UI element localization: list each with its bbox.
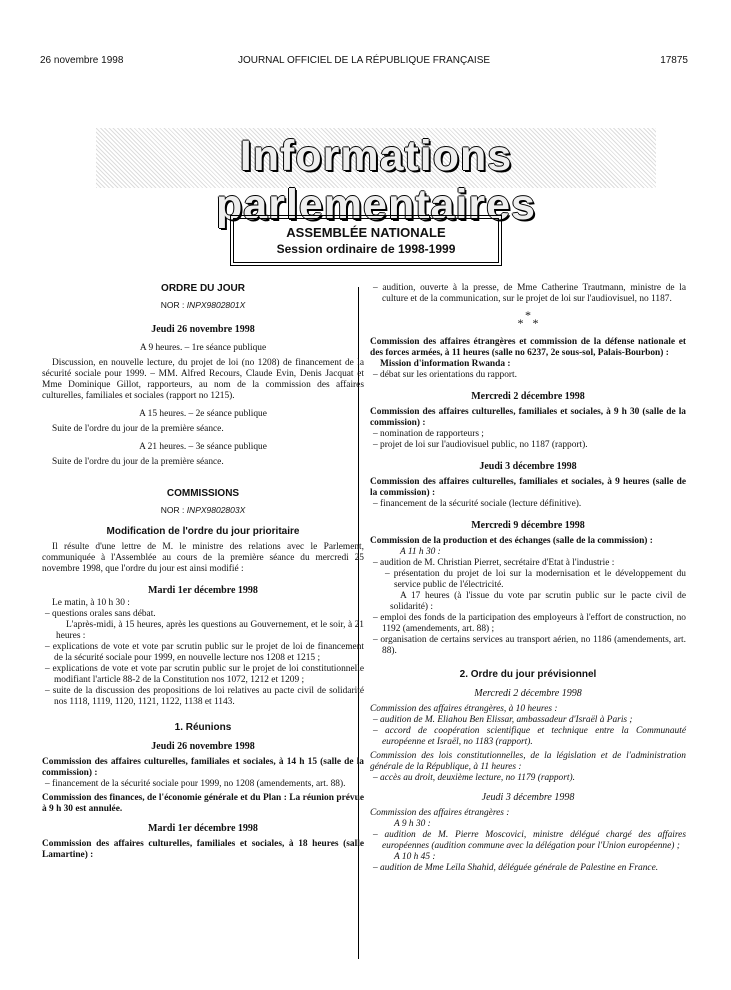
commission-entry: Commission des lois constitutionnelles, de la législation et de l'administration générale de la République, à 11 heures : — [370, 751, 686, 772]
nor-ref: NOR : INPX9802803X — [160, 505, 246, 515]
list-item: – explications de vote et vote par scrutin public sur le projet de loi constitutionnelle modifiant l'article 88-2 de la Constitution nos 1072, 1212 et 1209 ; — [45, 664, 364, 685]
time-heading: A 17 heures (à l'issue du vote par scrutin public sur le pacte civil de solidarité) : — [390, 591, 686, 612]
time-heading: A 11 h 30 : — [400, 547, 441, 557]
date-heading: Mardi 1er décembre 1998 — [148, 585, 258, 596]
mission-title: Mission d'information Rwanda : — [380, 359, 511, 369]
list-item: – suite de la discussion des propositions de loi relatives au pacte civil de solidarité nos 1118, 1119, 1120, 1121, 1122, 1138 et 1143. — [45, 686, 364, 707]
paragraph: Il résulte d'une lettre de M. le ministre des relations avec le Parlement, communiquée à l'Assemblée au cours de la première séance du mercredi 25 novembre 1998, que l'ordre du jour est ainsi modifié : — [42, 542, 364, 574]
header-journal: JOURNAL OFFICIEL DE LA RÉPUBLIQUE FRANÇAISE — [237, 55, 491, 66]
assembly-title: ASSEMBLÉE NATIONALE — [286, 225, 446, 240]
right-column — [370, 283, 686, 874]
list-item: – nomination de rapporteurs ; — [373, 429, 484, 439]
commission-entry: Commission des affaires culturelles, familiales et sociales, à 18 heures (salle Lamartine) : — [42, 839, 364, 860]
list-item: – questions orales sans débat. — [45, 609, 156, 619]
list-item: – organisation de certains services au transport aérien, no 1186 (amendements, art. 88). — [373, 635, 686, 656]
date-heading: Jeudi 26 novembre 1998 — [151, 741, 255, 752]
date-heading: Mercredi 9 décembre 1998 — [471, 520, 585, 531]
list-item: – emploi des fonds de la participation des employeurs à l'effort de construction, no 1192 (amendements, art. 88) ; — [373, 613, 686, 634]
list-item: – audition de M. Christian Pierret, secrétaire d'Etat à l'industrie : — [373, 558, 615, 568]
list-item: – explications de vote et vote par scrutin public sur le projet de loi de financement de la sécurité sociale pour 1999, en nouvelle lecture nos 1208 et 1215 ; — [45, 642, 364, 663]
nor-ref: NOR : INPX9802801X — [160, 300, 246, 310]
list-item: – financement de la sécurité sociale pour 1999, no 1208 (amendements, art. 88). — [45, 779, 346, 789]
session-heading: A 15 heures. – 2e séance publique — [139, 409, 267, 419]
list-item: – audition de Mme Leïla Shahid, déléguée générale de Palestine en France. — [373, 863, 659, 873]
paragraph: Suite de l'ordre du jour de la première séance. — [52, 457, 224, 467]
list-item: – présentation du projet de loi sur la modernisation et le développement du service public de l'électricité. — [385, 569, 686, 590]
left-column — [42, 283, 364, 861]
section-heading: 2. Ordre du jour prévisionnel — [459, 669, 597, 680]
commission-entry: Commission de la production et des échanges (salle de la commission) : — [370, 536, 653, 546]
paragraph: Le matin, à 10 h 30 : — [52, 598, 130, 608]
date-heading: Mercredi 2 décembre 1998 — [474, 688, 582, 699]
list-item: – audition de M. Pierre Moscovici, ministre délégué chargé des affaires européennes (audition commune avec la délégation pour l'Union européenne) ; — [373, 830, 686, 851]
date-heading: Jeudi 3 décembre 1998 — [481, 792, 575, 803]
commission-entry: Commission des finances, de l'économie générale et du Plan : La réunion prévue à 9 h 30 est annulée. — [42, 793, 364, 814]
session-title: Session ordinaire de 1998-1999 — [276, 242, 456, 256]
assembly-box — [233, 218, 499, 263]
commission-entry: Commission des affaires culturelles, familiales et sociales, à 9 heures (salle de la commission) : — [370, 477, 686, 498]
commission-entry: Commission des affaires étrangères : — [370, 808, 510, 818]
paragraph: Discussion, en nouvelle lecture, du projet de loi (no 1208) de financement de la sécurité sociale pour 1999. – MM. Alfred Recours, Claude Evin, Denis Jacquat et Mme Dominique Gillot, rapporteurs, au nom de la commission des affaires culturelles, familiales et sociales (rapport no 1215). — [42, 358, 364, 401]
date-heading: Mardi 1er décembre 1998 — [148, 823, 258, 834]
banner-title: Informations parlementaires — [216, 132, 536, 229]
session-heading: A 21 heures. – 3e séance publique — [139, 442, 267, 452]
list-item: – accès au droit, deuxième lecture, no 1179 (rapport). — [373, 773, 575, 783]
section-banner — [96, 128, 656, 229]
section-heading: Modification de l'ordre du jour prioritaire — [106, 526, 300, 537]
list-item: – audition de M. Eliahou Ben Elissar, ambassadeur d'Israël à Paris ; — [373, 715, 633, 725]
ordre-title: ORDRE DU JOUR — [161, 283, 245, 294]
commission-entry: Commission des affaires culturelles, familiales et sociales, à 14 h 15 (salle de la commission) : — [42, 757, 364, 778]
list-item: – projet de loi sur l'audiovisuel public, no 1187 (rapport). — [373, 440, 588, 450]
commission-entry: Commission des affaires étrangères et commission de la défense nationale et des forces armées, à 11 heures (salle no 6237, 2e sous-sol, Palais-Bourbon) : — [370, 337, 686, 358]
time-heading: A 10 h 45 : — [394, 852, 436, 862]
date-heading: Jeudi 3 décembre 1998 — [479, 461, 577, 472]
date-heading: Mercredi 2 décembre 1998 — [471, 391, 585, 402]
commission-entry: Commission des affaires culturelles, familiales et sociales, à 9 h 30 (salle de la commission) : — [370, 407, 686, 428]
paragraph: Suite de l'ordre du jour de la première séance. — [52, 424, 224, 434]
commission-entry: Commission des affaires étrangères, à 10 heures : — [370, 704, 558, 714]
running-header — [40, 55, 688, 69]
page-number: 17875 — [660, 55, 688, 66]
list-item: – financement de la sécurité sociale (lecture définitive). — [373, 499, 582, 509]
list-item: – accord de coopération scientifique et technique entre la Communauté européenne et Israël, no 1183 (rapport). — [373, 726, 686, 747]
separator-stars: * * * — [517, 308, 539, 330]
time-heading: A 9 h 30 : — [394, 819, 431, 829]
list-item: – débat sur les orientations du rapport. — [373, 370, 517, 380]
session-heading: A 9 heures. – 1re séance publique — [139, 343, 267, 353]
list-item: – audition, ouverte à la presse, de Mme Catherine Trautmann, ministre de la culture et de la communication, sur le projet de loi sur l'audiovisuel, no 1187. — [373, 283, 686, 304]
paragraph: L'après-midi, à 15 heures, après les questions au Gouvernement, et le soir, à 21 heures : — [56, 620, 364, 641]
date-heading: Jeudi 26 novembre 1998 — [151, 324, 255, 335]
header-date: 26 novembre 1998 — [40, 55, 124, 66]
commissions-title: COMMISSIONS — [166, 488, 240, 499]
section-heading: 1. Réunions — [174, 722, 232, 733]
